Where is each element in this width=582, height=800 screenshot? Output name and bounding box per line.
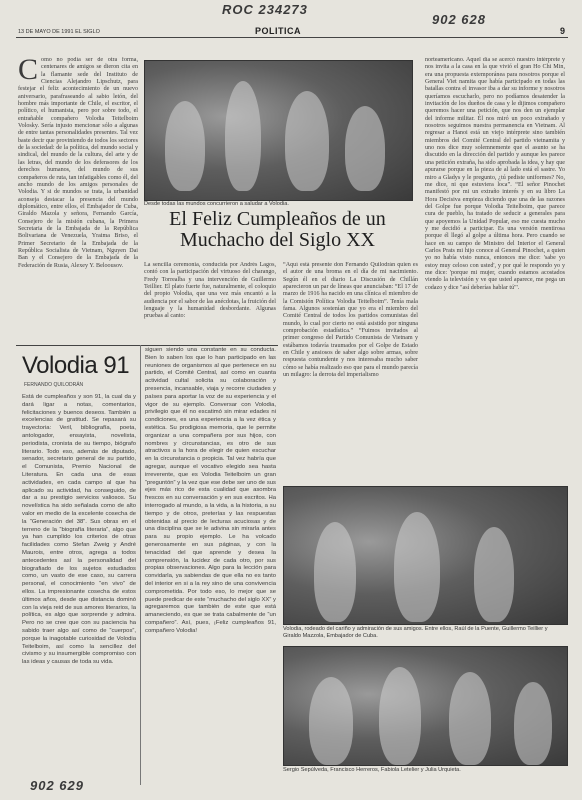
side-article-column-1: Está de cumpleaños y son 91, la cual da y dará ligar a notas, comentarios, felicitaciones y buenos deseos. También a excelencias de gratitud. Se repasará su trayectoria: Veril, bibliografía, poeta, antologador, ensayista, novelista, periodista, cronista de su tiempo, biógrafo literario. Todo eso, además de diputado, senador, secretario general de su partido, el Comunista, Premio Nacional de Literatura. En cada una de esas actividades, en cada campo al que ha aplicado su actividad, ha conseguido, de dar a su prestigio servicios valiosos. Su novelística ha sido señalada como de alto valor en medio de la excelente cosecha de la “Generación del 38”. Sus obras en el terreno de la “biografía literaria”, algo que ya han cumplido los criterios de otras facilidades como Stefan Zweig y André Maurois, entre otros, agrega a todos antecedentes así la personalidad del biografiado de los sujetos estudiados como, un vasto de ese caso, su carrera personal, el conocimiento “en vivo” de ellos. La impresionante cosecha de estos últimos años, desde que distancia dominó con la vieja reid de sus amores literarios, la política, es algo que sorprende y admira. Pero no se cree que con su paciencia ha sabido traer algo así como de “cuerpos”, porque la inagotable curiosidad de Volodia Teitelboim, así como la sencillez del civismo y su insumergible compromiso con las ideas y causas de toda su vida.: [22, 394, 136, 666]
archive-number-bottom-handwritten: 902 629: [30, 778, 84, 793]
middle-photo-caption: Volodia, rodeado del cariño y admiración de sus amigos. Entre ellos, Raúl de la Puente, Guillermo Teillier y Giraldo Mazzola, Embajador de Cuba.: [283, 626, 548, 639]
section-title: POLITICA: [255, 26, 301, 36]
main-article-column-3: “Aquí está presente don Fernando Quilodrán quien es el autor de una broma en el día de mi nacimiento. Según él en el diario La Discusión de Chillán aparecieron un par de líneas que anunciaban: “El 17 de marzo de 1916 ha nacido en una clínica el miembro de la Comisión Política Volodia Teitelboim”. Tenía mala fama. Algunos sostenían que yo era el miembro del Comité Central de todos los partidos comunistas del mundo, lo cual por cierto no está asistido por ninguna comprobación estadística.” “Fuimos invitados al primer congreso del Partido Comunista de Vietnam y estábamos todavía traumados por el Golpe de Estado en Chile y ansiosos de saber algo sobre armas, sobre respuesta contundente y nos interesaba mucho saber cómo se había realizado eso que para el mundo parecía un milagro: la derrota del imperialismo: [283, 262, 418, 379]
main-headline: El Feliz Cumpleaños de un Muchacho del Siglo XX: [169, 208, 386, 251]
drop-cap: C: [18, 57, 39, 86]
archive-code-handwritten: ROC 234273: [222, 2, 308, 17]
column-1-text: omo no podía ser de otra forma, centenares de amigos se dieron cita en la flamante sede del Instituto de Ciencias Alejandro Lipschutz, para festejar el feliz acontecimiento de un nuevo aniversario, parafraseando al sabio letón, del hombre más importante de Chile, el escritor, el político, el humanista, pero por sobre todo, el entrañable compañero Volodia Teitelboim Volosky. Sería injusto mencionar sólo a algunas de entre tantas personalidades presentes. Tal vez baste decir que proviniendo de todos los sectores de la sociedad: de la política, del mundo social y sindical, del mundo de la cultura, del arte y de las letras, del mundo de los defensores de los derechos humanos, del mundo de sus compañeros de ruta, tan infatigables como él, del ancho mundo de los amigos personales de Volodia. Y si de mundos se trata, la urbanidad aconseja destacar la presencia del mundo diplomático, entre ellos, el Embajador de Cuba, Giraldo Mazola y señora, Fernando García, Consejero de la misión cubana, la Primera Secretaria de la Embajada de la República Bolivariana de Venezuela, Yraima Briso, el Primer Secretario de la Embajada de la República Socialista de Vietnam, Nguyen Dai Ban y el Consejero de la Embajada de la Federación de Rusia, Alexey Y. Beloousov.: [18, 57, 138, 269]
main-article-column-2: La sencilla ceremonia, conducida por Andrés Lagos, contó con la participación del virtuoso del charango, Fredy Torrealba y una intervención de Guillermo Teillier. El plato fuerte fue, naturalmente, el coloquio del propio Volodia, que una vez más encantó a la audiencia por el sabor de las anécdotas, la fruición del lenguaje y la humanidad desbordante. Algunas pruebas al canto:: [144, 262, 276, 320]
header-rule: [16, 37, 568, 38]
top-photo-caption: Desde todas las mundos concurrieron a saludar a Volodia.: [144, 201, 289, 207]
main-article-column-4: norteamericano. Aquel día se acercó nuestro intérprete y nos invita a la casa en la que vivió el gran Ho Chi Min, era una propuesta extemporánea para nosotros porque el General Viet namita que había participado en todas las batallas contra el invasor iba a dar su informe y nosotros queríamos escucharlo, pero no podíamos desatender la invitación de los dueños de casa y le dijimos compañero queremos hacer una petición, que nos den un ejemplar del informe militar. Él nos miró un poco extrañado y nosotros seguimos nuestra permanencia en Vietnam. Al regresar a Hanoi está un viejo intérprete sino también miembros del Comité Central del partido vietnamita y uno nos dice muy solemnemente que el asunto se ha discutido en la dirección del partido y aunque les parece una petición extraña, ha sido aprobada la idea, y hay que apurarse porque en la pieza de al lado está el sastre. Yo miro a Gladys y le pregunto, ¿tú pediste uniformes? No, me dice, ni que estuviera loca”. “El señor Pinochet manifestó por mi un extraño interés y en su libro La Hora Decisiva empieza diciendo que una de las razones del Golpe fue porque Volodia Teitelboim, que parece cura de pueblo, ha tratado de seducir a generales para que apoyemos la Unidad Popular, eso me cuesta mucho y me decidió a participar. Es una versión mentirosa porque él llegó al golpe a última hora. Pero cuando se hace en su campo de Ministro del Interior el General Carlos Prats mi hijo conoce al General Pinochet, a quien yo no había visto nunca, entonces me dice: 'sabe yo estoy muy celoso con usted', y por qué le respondo yo y me dice: 'porque mi mujer, cuando estamos acostados viendo la televisión y ve que usted aparece, me pega un codazo y dice "así deberías hablar tú"'.: [425, 57, 565, 291]
side-article-byline: FERNANDO QUILODRÁN: [24, 382, 84, 388]
side-article-column-2: siguen siendo una constante en su conducta. Bien lo saben los que lo han participado en las reuniones de organismos al que pertenece en su partido, el Comité Central, así como en cuanta actividad cultal solicita su colaboración y presencia, incansable, viaja y recorre ciudades y países para aportar la voz de su experiencia y el vigor de su ejemplo. Conversar con Volodia, privilegio que él no escatimó sin mirar edades ni condiciones, es una experiencia a la vez ética y estética. Su prodigiosa memoria, que le permite organizar a una compañera por sus hijos, con nombres y circunstancias, es otro de sus atractivos a la hora de elegir de quien escuchar en la circunstancia o propicia. Tal vez habría que agregar, aunque el vocativo elegido sea hasta irreverente, que es Volodia Teitelboim un gran “preguntón” y la vez que ese debe ser uno de sus ejes más rico de esta cualidad que asombra frescos en su conversación y en sus escritos. Ha interrogado al mundo, a la vida, a la historia, a su tiempo y de otros, preterías y las respuestas obtenidas al precio de lecturas acuciosas y de una disciplina que se le adivina sin mirarla antes para su propio ejemplo. Le ha volcado generosamente en sus páginas, y con la tenacidad del que aprende y desea la comprensión, la lucidez de cada otro, por sus propias observaciones. Algo para la lección para convidarla, ya sabiendas de que ella no es tanto del interior en si a la rey sino de una convivencia comprometida. Por todo eso, lo mejor que se puede predicar de este “muchacho del siglo XX” y agregaremos que también de este que está amaneciendo, es que se trata cabalmente de “un compañero”. Así, pues, ¡Feliz cumpleaños 91, compañero Volodia!: [145, 347, 276, 634]
celebration-photo: [144, 60, 413, 201]
archive-number-handwritten: 902 628: [432, 12, 486, 27]
guests-photo: [283, 646, 568, 766]
page-number: 9: [560, 26, 566, 36]
side-article-top-rule: [16, 345, 278, 346]
issue-line: 13 DE MAYO DE 1991 EL SIGLO: [18, 29, 100, 35]
side-column-divider: [140, 345, 141, 785]
side-article-title: Volodia 91: [22, 352, 130, 379]
volodia-friends-photo: [283, 486, 568, 625]
bottom-photo-caption: Sergio Sepúlveda, Francisco Herreros, Fabiola Letelier y Julia Urquieta.: [283, 767, 461, 773]
main-article-column-1: [18, 57, 138, 340]
